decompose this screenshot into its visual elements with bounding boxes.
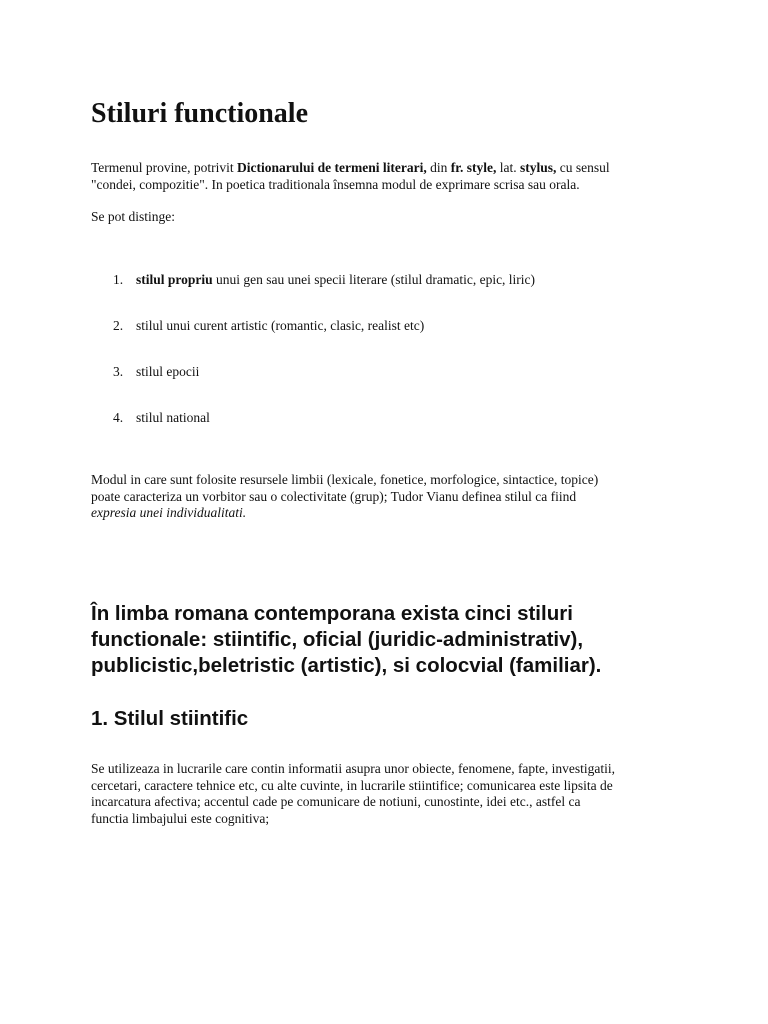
- list-item-text: stilul unui curent artistic (romantic, clasic, realist etc): [136, 318, 425, 333]
- list-item: [113, 410, 673, 427]
- list-item-text: stilul epocii: [136, 364, 200, 379]
- intro-latin-term: stylus,: [520, 160, 557, 175]
- section-line-1: Se utilizeaza in lucrarile care contin informatii asupra unor obiecte, fenomene, fapte, investigatii,: [91, 761, 616, 776]
- list-number: 3.: [113, 364, 124, 379]
- list-item: [113, 318, 673, 335]
- section-paragraph: [91, 761, 691, 827]
- modul-line-1: Modul in care sunt folosite resursele limbii (lexicale, fonetice, morfologice, sintactice, topice): [91, 472, 599, 487]
- main-heading: [91, 601, 691, 679]
- list-number: 4.: [113, 410, 124, 425]
- list-item: [113, 272, 673, 289]
- main-heading-line-1: În limba romana contemporana exista cinci stiluri: [91, 602, 573, 625]
- section-line-4: functia limbajului este cognitiva;: [91, 810, 270, 826]
- list-number: 1.: [113, 272, 124, 287]
- list-item-text: unui gen sau unei specii literare (stilul dramatic, epic, liric): [212, 272, 536, 287]
- section-line-2: cercetari, caractere tehnice etc, cu alte cuvinte, in lucrarile stiintifice; comunicarea este lipsita de: [91, 777, 613, 793]
- intro-paragraph: [91, 160, 691, 193]
- intro-text-2: din: [426, 160, 451, 175]
- modul-italic-quote: expresia unei individualitati.: [91, 505, 247, 520]
- page-title: Stiluri functionale: [91, 98, 309, 129]
- main-heading-line-3: publicistic,beletristic (artistic), si colocvial (familiar).: [91, 654, 602, 677]
- main-heading-line-2: functionale: stiintific, oficial (juridic-administrativ),: [91, 628, 584, 651]
- intro-text-3: lat.: [496, 160, 521, 175]
- distinguish-paragraph: Se pot distinge:: [91, 209, 175, 224]
- list-item-text: stilul national: [136, 410, 210, 425]
- style-definition-paragraph: [91, 472, 691, 522]
- intro-text-4: cu sensul: [556, 160, 610, 175]
- section-line-3: incarcatura afectiva; accentul cade pe comunicare de notiuni, cunostinte, idei etc., astfel ca: [91, 794, 581, 809]
- modul-line-2: poate caracteriza un vorbitor sau o colectivitate (grup); Tudor Vianu definea stilul ca fiind: [91, 488, 577, 504]
- section-heading: 1. Stilul stiintific: [91, 707, 249, 730]
- intro-dictionary-ref: Dictionarului de termeni literari,: [237, 160, 427, 175]
- list-item-bold: stilul propriu: [136, 272, 213, 287]
- intro-text-1: Termenul provine, potrivit: [91, 160, 238, 175]
- list-number: 2.: [113, 318, 124, 333]
- intro-line-2: "condei, compozitie". In poetica traditionala însemna modul de exprimare scrisa sau orala.: [91, 176, 580, 192]
- intro-french-term: fr. style,: [450, 160, 497, 175]
- list-item: [113, 364, 673, 381]
